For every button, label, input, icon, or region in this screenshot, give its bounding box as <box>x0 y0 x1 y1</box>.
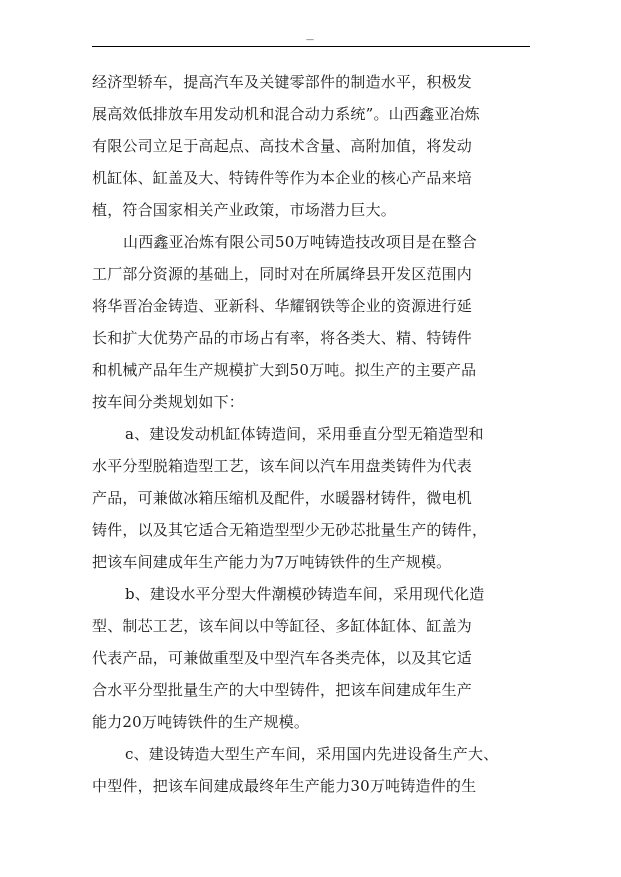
list-item-a-start: a、建设发动机缸体铸造间，采用垂直分型无箱造型和 <box>125 425 484 443</box>
text-line: 铸件，以及其它适合无箱造型型少无砂芯批量生产的铸件， <box>92 521 488 539</box>
text-line: 展高效低排放车用发动机和混合动力系统”。山西鑫亚冶炼 <box>92 105 480 123</box>
text-line: 能力20万吨铸铁件的生产规模。 <box>92 713 310 731</box>
text-line: 将华晋冶金铸造、亚新科、华耀钢铁等企业的资源进行延 <box>92 297 473 315</box>
document-body <box>92 66 532 802</box>
header-rule <box>92 46 530 47</box>
paragraph-start-line: 山西鑫亚冶炼有限公司50万吨铸造技改项目是在整合 <box>123 233 477 251</box>
text-line: 中型件，把该车间建成最终年生产能力30万吨铸造件的生 <box>92 777 477 795</box>
text-line: 合水平分型批量生产的大中型铸件，把该车间建成年生产 <box>92 681 473 699</box>
text-line: 水平分型脱箱造型工艺，该车间以汽车用盘类铸件为代表 <box>92 457 473 475</box>
text-line: 长和扩大优势产品的市场占有率，将各类大、精、特铸件 <box>92 329 473 347</box>
text-line: 型、制芯工艺，该车间以中等缸径、多缸体缸体、缸盖为 <box>92 617 473 635</box>
text-line: 和机械产品年生产规模扩大到50万吨。拟生产的主要产品 <box>92 361 477 379</box>
text-line: 按车间分类规划如下： <box>92 393 245 411</box>
text-line: 植，符合国家相关产业政策，市场潜力巨大。 <box>92 201 397 219</box>
text-line: 代表产品，可兼做重型及中型汽车各类壳体，以及其它适 <box>92 649 473 667</box>
text-line: 产品，可兼做冰箱压缩机及配件，水暖器材铸件，微电机 <box>92 489 473 507</box>
text-line: 把该车间建成年生产能力为7万吨铸铁件的生产规模。 <box>92 553 452 571</box>
list-item-c-start: c、建设铸造大型生产车间，采用国内先进设备生产大、 <box>125 745 499 763</box>
text-line: 经济型轿车，提高汽车及关键零部件的制造水平，积极发 <box>92 73 473 91</box>
list-item-b-start: b、建设水平分型大件潮模砂铸造车间，采用现代化造 <box>125 585 485 603</box>
header-mark: — <box>306 35 314 44</box>
text-line: 工厂部分资源的基础上，同时对在所属绛县开发区范围内 <box>92 265 473 283</box>
text-line: 有限公司立足于高起点、高技术含量、高附加值，将发动 <box>92 137 473 155</box>
text-line: 机缸体、缸盖及大、特铸件等作为本企业的核心产品来培 <box>92 169 473 187</box>
